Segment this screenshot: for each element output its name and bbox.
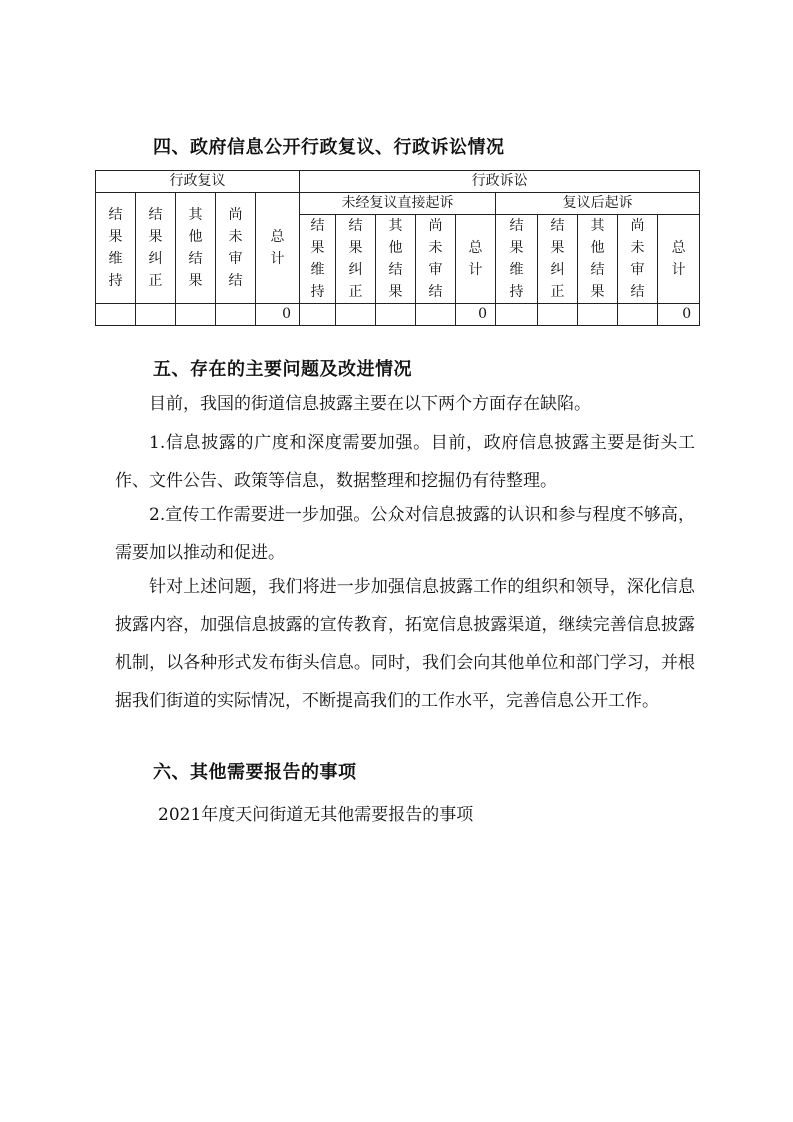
col-after-corrected: 结果纠正 — [538, 215, 578, 304]
col-direct-pending: 尚未审结 — [416, 215, 456, 304]
cell-review-total: 0 — [256, 304, 300, 326]
cell-review-pending — [216, 304, 256, 326]
review-litigation-table — [95, 170, 700, 326]
cell-after-other — [578, 304, 618, 326]
cell-direct-other — [376, 304, 416, 326]
section5-item1: 1.信息披露的广度和深度需要加强。目前，政府信息披露主要是街头工作、文件公告、政策等信息，数据整理和挖掘仍有待整理。 — [115, 433, 695, 491]
cell-review-maintained — [96, 304, 136, 326]
col-review-total: 总计 — [256, 193, 300, 304]
cell-direct-maintained — [300, 304, 336, 326]
header-admin-litigation: 行政诉讼 — [300, 171, 700, 193]
col-direct-other: 其他结果 — [376, 215, 416, 304]
col-direct-corrected: 结果纠正 — [336, 215, 376, 304]
col-after-total: 总计 — [658, 215, 700, 304]
col-review-maintained: 结果维持 — [96, 193, 136, 304]
header-admin-review: 行政复议 — [96, 171, 300, 193]
cell-after-maintained — [496, 304, 538, 326]
col-after-pending: 尚未审结 — [618, 215, 658, 304]
section4-heading: 四、政府信息公开行政复议、行政诉讼情况 — [153, 137, 505, 158]
section5-item2: 2.宣传工作需要进一步加强。公众对信息披露的认识和参与程度不够高，需要加以推动和促进。 — [115, 505, 695, 563]
table-row — [96, 304, 700, 326]
col-direct-total: 总计 — [456, 215, 496, 304]
col-direct-maintained: 结果维持 — [300, 215, 336, 304]
cell-review-corrected — [136, 304, 176, 326]
section6-text: 2021年度天问街道无其他需要报告的事项 — [158, 805, 474, 825]
col-review-corrected: 结果纠正 — [136, 193, 176, 304]
header-direct-suit: 未经复议直接起诉 — [300, 193, 496, 215]
section5-plan: 针对上述问题，我们将进一步加强信息披露工作的组织和领导，深化信息披露内容，加强信息披露的宣传教育，拓宽信息披露渠道，继续完善信息披露机制，以各种形式发布街头信息。同时，我们会向其他单位和部门学习，并根据我们街道的实际情况，不断提高我们的工作水平，完善信息公开工作。 — [115, 577, 695, 711]
cell-after-corrected — [538, 304, 578, 326]
col-after-other: 其他结果 — [578, 215, 618, 304]
section5-heading: 五、存在的主要问题及改进情况 — [153, 359, 412, 380]
cell-direct-total: 0 — [456, 304, 496, 326]
cell-direct-corrected — [336, 304, 376, 326]
col-review-other: 其他结果 — [176, 193, 216, 304]
section5-intro: 目前，我国的街道信息披露主要在以下两个方面存在缺陷。 — [149, 394, 591, 414]
col-after-maintained: 结果维持 — [496, 215, 538, 304]
cell-review-other — [176, 304, 216, 326]
cell-direct-pending — [416, 304, 456, 326]
cell-after-total: 0 — [658, 304, 700, 326]
section6-heading: 六、其他需要报告的事项 — [153, 762, 357, 783]
cell-after-pending — [618, 304, 658, 326]
header-suit-after-review: 复议后起诉 — [496, 193, 700, 215]
col-review-pending: 尚未审结 — [216, 193, 256, 304]
